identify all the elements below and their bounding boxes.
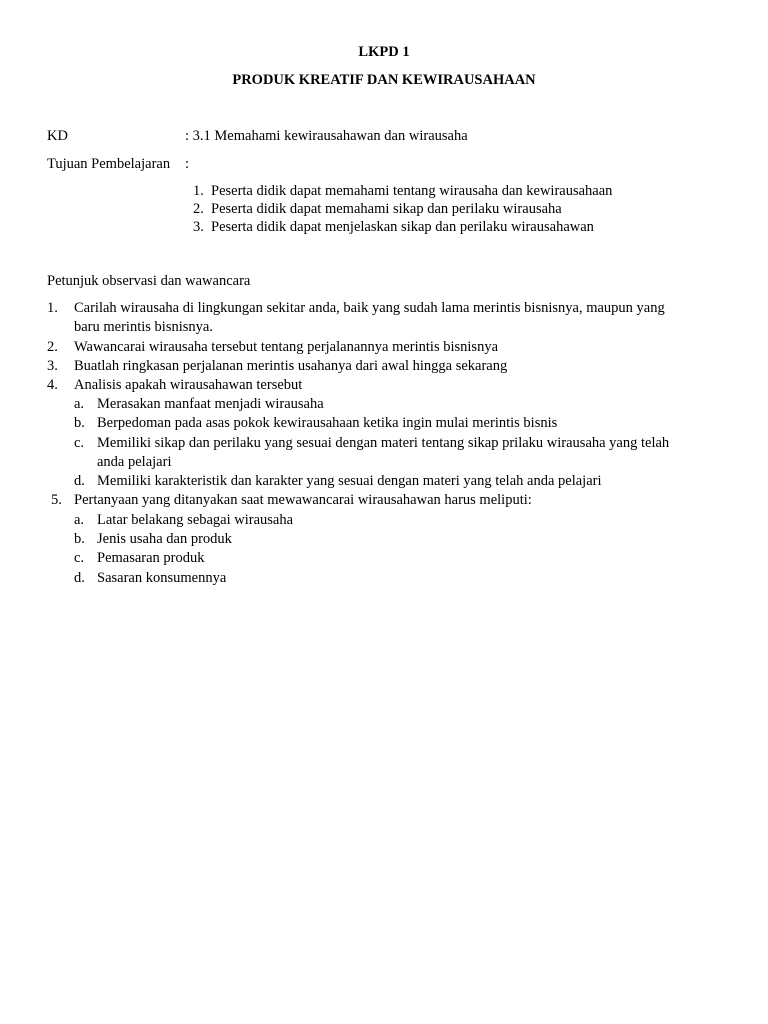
petunjuk-item-text: Wawancarai wirausaha tersebut tentang perjalanannya merintis bisnisnya [74, 339, 499, 355]
sub-item-letter: a. [74, 396, 85, 412]
tujuan-colon: : [185, 156, 190, 172]
tujuan-item-text: Peserta didik dapat memahami sikap dan perilaku wirausaha [211, 201, 562, 217]
petunjuk-item-text: Analisis apakah wirausahawan tersebut [74, 377, 303, 393]
tujuan-item-num: 1. [193, 183, 204, 199]
tujuan-label: Tujuan Pembelajaran [47, 156, 171, 172]
sub-item-letter: d. [74, 473, 85, 489]
petunjuk-item-text: Buatlah ringkasan perjalanan merintis usahanya dari awal hingga sekarang [74, 358, 508, 374]
sub-item-text: Latar belakang sebagai wirausaha [97, 512, 294, 528]
sub-item-text: Pemasaran produk [97, 550, 205, 566]
sub-item-letter: d. [74, 570, 85, 586]
sub-item-text: Merasakan manfaat menjadi wirausaha [97, 396, 324, 412]
sub-item-letter: b. [74, 531, 85, 547]
petunjuk-item-num: 1. [47, 300, 58, 316]
kd-label: KD [47, 128, 68, 144]
petunjuk-item-num: 2. [47, 339, 58, 355]
petunjuk-item-num: 3. [47, 358, 58, 374]
sub-item-text: Sasaran konsumennya [97, 570, 227, 586]
petunjuk-item-text-cont: baru merintis bisnisnya. [74, 319, 213, 335]
kd-value: : 3.1 Memahami kewirausahawan dan wirausaha [185, 128, 468, 144]
tujuan-item-text: Peserta didik dapat menjelaskan sikap dan perilaku wirausahawan [211, 219, 594, 235]
sub-item-letter: b. [74, 415, 85, 431]
tujuan-item-text: Peserta didik dapat memahami tentang wirausaha dan kewirausahaan [211, 183, 613, 199]
sub-item-text: Memiliki sikap dan perilaku yang sesuai dengan materi tentang sikap prilaku wirausaha yang telah [97, 435, 670, 451]
petunjuk-item-num: 4. [47, 377, 58, 393]
tujuan-item-num: 3. [193, 219, 204, 235]
petunjuk-item-text: Pertanyaan yang ditanyakan saat mewawancarai wirausahawan harus meliputi: [74, 492, 532, 508]
sub-item-letter: a. [74, 512, 85, 528]
petunjuk-item-num: 5. [51, 492, 62, 508]
sub-item-letter: c. [74, 435, 85, 451]
sub-item-text: Memiliki karakteristik dan karakter yang sesuai dengan materi yang telah anda pelajari [97, 473, 602, 489]
sub-item-text: Berpedoman pada asas pokok kewirausahaan ketika ingin mulai merintis bisnis [97, 415, 558, 431]
petunjuk-item-text: Carilah wirausaha di lingkungan sekitar anda, baik yang sudah lama merintis bisnisnya, maupun yang [74, 300, 665, 316]
sub-item-text-cont: anda pelajari [97, 454, 172, 470]
sub-item-text: Jenis usaha dan produk [97, 531, 232, 547]
petunjuk-heading: Petunjuk observasi dan wawancara [47, 273, 251, 289]
doc-subtitle: PRODUK KREATIF DAN KEWIRAUSAHAAN [232, 72, 536, 88]
doc-title: LKPD 1 [358, 44, 410, 60]
sub-item-letter: c. [74, 550, 85, 566]
tujuan-item-num: 2. [193, 201, 204, 217]
